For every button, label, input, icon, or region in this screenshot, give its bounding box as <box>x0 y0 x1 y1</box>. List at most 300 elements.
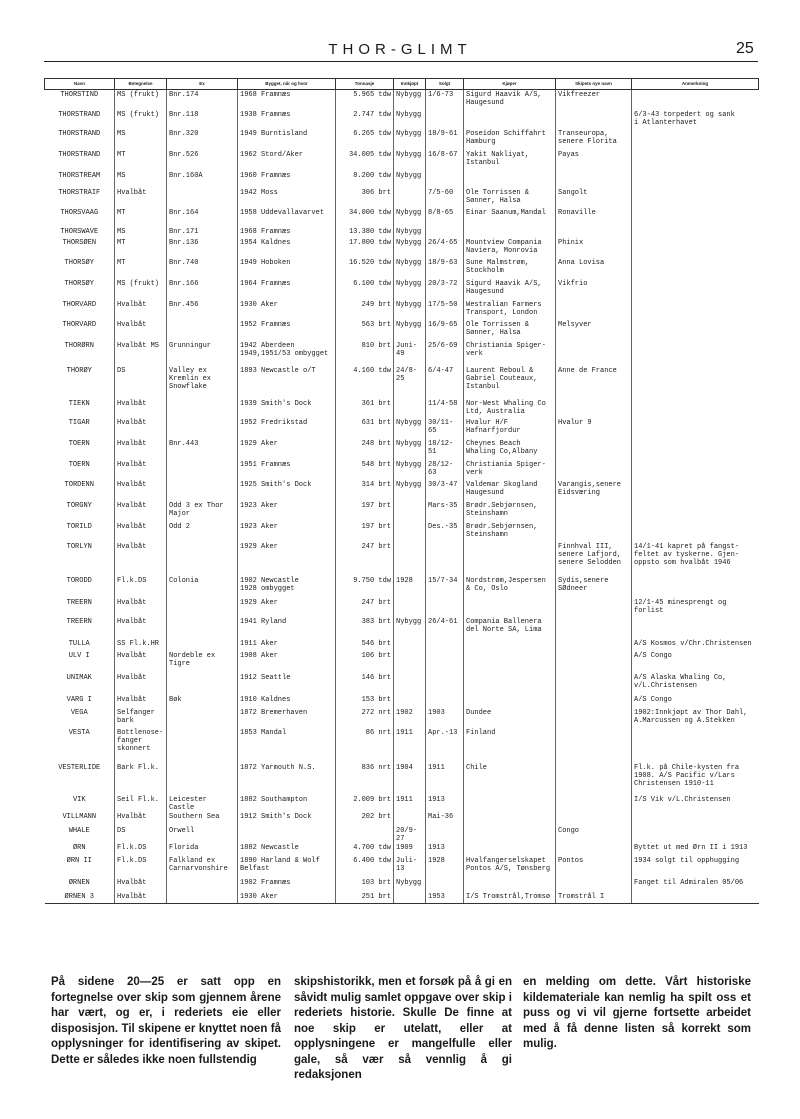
cell-buyer: Mountview Compania Naviera, Monrovia <box>464 238 556 258</box>
cell-sold: 6/4-47 <box>426 366 464 399</box>
cell-acquired: Nybygg <box>394 320 426 341</box>
cell-built: 1872 Bremerhaven <box>238 708 336 728</box>
cell-name: TORDENN <box>45 480 115 501</box>
cell-type: Seil Fl.k. <box>115 795 167 812</box>
cell-tonnage: 13.380 tdw <box>336 227 394 238</box>
cell-buyer <box>464 812 556 826</box>
cell-new-name: Tromstrål I <box>556 892 632 904</box>
cell-new-name <box>556 399 632 418</box>
cell-remarks <box>632 812 759 826</box>
cell-sold: 16/8-67 <box>426 150 464 171</box>
cell-tonnage: 146 brt <box>336 673 394 695</box>
cell-acquired: Nybygg <box>394 480 426 501</box>
cell-built: 1962 Stord/Aker <box>238 150 336 171</box>
cell-tonnage: 2.747 tdw <box>336 110 394 129</box>
table-row <box>45 501 759 522</box>
cell-tonnage: 6.400 tdw <box>336 856 394 878</box>
cell-sold <box>426 673 464 695</box>
table-row <box>45 150 759 171</box>
cell-acquired <box>394 188 426 208</box>
cell-type: Fl.k.DS <box>115 576 167 598</box>
cell-ex: Colonia <box>167 576 238 598</box>
cell-name: ØRN II <box>45 856 115 878</box>
cell-buyer: Sune Malmstrøm, Stockholm <box>464 258 556 279</box>
cell-ex: Bnr.443 <box>167 439 238 460</box>
cell-new-name: Sydis,senere SØdneer <box>556 576 632 598</box>
cell-name: THORSTRAIF <box>45 188 115 208</box>
cell-type: Hvalbåt <box>115 439 167 460</box>
cell-acquired <box>394 598 426 617</box>
cell-sold: 8/8-65 <box>426 208 464 227</box>
ship-register-table <box>44 78 759 904</box>
cell-sold: Mai-36 <box>426 812 464 826</box>
cell-built: 1902 Newcastle 1928 ombygget <box>238 576 336 598</box>
cell-name: THORØY <box>45 366 115 399</box>
cell-name: ØRNEN <box>45 878 115 892</box>
cell-remarks <box>632 129 759 150</box>
cell-built: 1939 Smith's Dock <box>238 399 336 418</box>
cell-sold <box>426 695 464 708</box>
cell-tonnage: 202 brt <box>336 812 394 826</box>
cell-built: 1941 Ryland <box>238 617 336 639</box>
cell-sold <box>426 878 464 892</box>
cell-tonnage: 34.000 tdw <box>336 208 394 227</box>
cell-buyer: Nor-West Whaling Co Ltd, Australia <box>464 399 556 418</box>
cell-ex <box>167 617 238 639</box>
table-row <box>45 673 759 695</box>
cell-buyer: Yakit Nakliyat, Istanbul <box>464 150 556 171</box>
cell-ex <box>167 763 238 795</box>
cell-name: THORØRN <box>45 341 115 366</box>
column-header-built: Bygget, når og hvor <box>238 79 336 90</box>
cell-acquired: 20/9-27 <box>394 826 426 843</box>
cell-buyer: I/S Tromstrål,Tromsø <box>464 892 556 904</box>
table-row <box>45 598 759 617</box>
cell-tonnage: 361 brt <box>336 399 394 418</box>
table-row <box>45 763 759 795</box>
cell-tonnage: 314 brt <box>336 480 394 501</box>
cell-new-name: Melsyver <box>556 320 632 341</box>
cell-name: TORILD <box>45 522 115 542</box>
cell-ex: Bnr.174 <box>167 90 238 110</box>
cell-remarks: I/S Vik v/L.Christensen <box>632 795 759 812</box>
cell-new-name <box>556 501 632 522</box>
table-row <box>45 366 759 399</box>
cell-remarks <box>632 522 759 542</box>
cell-new-name <box>556 341 632 366</box>
table-row <box>45 320 759 341</box>
cell-name: ULV I <box>45 651 115 673</box>
cell-ex: Bnr.118 <box>167 110 238 129</box>
table-row <box>45 480 759 501</box>
cell-type: Hvalbåt <box>115 812 167 826</box>
cell-built: 1929 Aker <box>238 598 336 617</box>
table-row <box>45 651 759 673</box>
cell-ex: Leicester Castle <box>167 795 238 812</box>
cell-sold: 1911 <box>426 763 464 795</box>
cell-remarks: 1934 solgt til opphugging <box>632 856 759 878</box>
cell-tonnage: 34.005 tdw <box>336 150 394 171</box>
cell-type: MS (frukt) <box>115 110 167 129</box>
cell-ex: Bnr.166 <box>167 279 238 300</box>
cell-sold: 16/9-65 <box>426 320 464 341</box>
cell-new-name <box>556 795 632 812</box>
cell-remarks <box>632 617 759 639</box>
cell-type: Hvalbåt <box>115 695 167 708</box>
cell-remarks: A/S Congo <box>632 651 759 673</box>
cell-buyer: Compania Ballenera del Norte SA, Lima <box>464 617 556 639</box>
cell-name: THORSØY <box>45 258 115 279</box>
intro-text-column-2: skipshistorikk, men et forsøk på å gi en såvidt mulig samlet oppgave over skip i rederiets historie. Skulle De finne at noe skip er utelatt, eller at opplysningene er mangelfulle eller gale, så vær så vennlig å gi redaksjonen <box>294 976 512 1081</box>
cell-buyer <box>464 695 556 708</box>
cell-ex <box>167 418 238 439</box>
cell-buyer: Sigurd Haavik A/S, Haugesund <box>464 90 556 110</box>
page-header-title: THOR-GLIMT <box>328 41 472 58</box>
cell-sold: 1928 <box>426 856 464 878</box>
cell-name: WHALE <box>45 826 115 843</box>
cell-new-name <box>556 812 632 826</box>
cell-name: THORVARD <box>45 320 115 341</box>
table-row <box>45 238 759 258</box>
table-row <box>45 795 759 812</box>
cell-built: 1911 Aker <box>238 639 336 651</box>
cell-type: SS Fl.k.HR <box>115 639 167 651</box>
cell-remarks <box>632 150 759 171</box>
table-row <box>45 542 759 576</box>
cell-new-name <box>556 110 632 129</box>
table-row <box>45 708 759 728</box>
cell-acquired: 1902 <box>394 708 426 728</box>
cell-new-name: Anne de France <box>556 366 632 399</box>
cell-remarks: A/S Alaska Whaling Co, v/L.Christensen <box>632 673 759 695</box>
cell-buyer: Hvalur H/F Hafnarfjordur <box>464 418 556 439</box>
cell-built: 1942 Aberdeen 1949,1951/53 ombygget <box>238 341 336 366</box>
cell-buyer: Westralian Farmers Transport, London <box>464 300 556 320</box>
cell-remarks <box>632 341 759 366</box>
cell-tonnage: 248 brt <box>336 439 394 460</box>
cell-built: 1968 Framnæs <box>238 227 336 238</box>
table-row <box>45 188 759 208</box>
cell-buyer: Poseidon Schiffahrt Hamburg <box>464 129 556 150</box>
cell-ex <box>167 708 238 728</box>
cell-name: THORSTRAND <box>45 150 115 171</box>
cell-new-name <box>556 227 632 238</box>
table-row <box>45 171 759 188</box>
cell-remarks: Fl.k. på Chile-kysten fra 1908. A/S Pacific v/Lars Christensen 1910-11 <box>632 763 759 795</box>
cell-type: Hvalbåt <box>115 418 167 439</box>
cell-ex: Valley ex Kremlin ex Snowflake <box>167 366 238 399</box>
table-body <box>45 90 759 904</box>
cell-sold: 30/11-65 <box>426 418 464 439</box>
cell-ex <box>167 542 238 576</box>
cell-acquired <box>394 501 426 522</box>
cell-remarks: 12/1-45 minesprengt og forlist <box>632 598 759 617</box>
cell-built: 1968 Framnæs <box>238 90 336 110</box>
cell-type: Hvalbåt <box>115 480 167 501</box>
column-header-remarks: Anmerkning <box>632 79 759 90</box>
cell-type: MS (frukt) <box>115 90 167 110</box>
cell-sold: Des.-35 <box>426 522 464 542</box>
cell-sold: 15/7-34 <box>426 576 464 598</box>
cell-built: 1952 Framnæs <box>238 320 336 341</box>
cell-buyer <box>464 171 556 188</box>
cell-acquired: 1911 <box>394 795 426 812</box>
cell-remarks <box>632 826 759 843</box>
cell-new-name <box>556 439 632 460</box>
cell-name: TREERN <box>45 598 115 617</box>
cell-new-name: Anna Lovisa <box>556 258 632 279</box>
cell-remarks <box>632 892 759 904</box>
table-row <box>45 728 759 763</box>
cell-built: 1942 Moss <box>238 188 336 208</box>
cell-tonnage: 9.750 tdw <box>336 576 394 598</box>
cell-built: 1964 Framnæs <box>238 279 336 300</box>
cell-buyer: Dundee <box>464 708 556 728</box>
cell-type: Bark Fl.k. <box>115 763 167 795</box>
cell-name: THORSVAAG <box>45 208 115 227</box>
cell-ex <box>167 320 238 341</box>
cell-new-name <box>556 460 632 480</box>
cell-name: ØRNEN 3 <box>45 892 115 904</box>
cell-new-name: Payas <box>556 150 632 171</box>
cell-remarks: Byttet ut med Ørn II i 1913 <box>632 843 759 856</box>
cell-new-name <box>556 708 632 728</box>
cell-sold: 25/6-69 <box>426 341 464 366</box>
cell-ex: Florida <box>167 843 238 856</box>
cell-name: VEGA <box>45 708 115 728</box>
cell-tonnage: 6.265 tdw <box>336 129 394 150</box>
cell-new-name <box>556 300 632 320</box>
cell-new-name: Pontos <box>556 856 632 878</box>
cell-type: Hvalbåt <box>115 651 167 673</box>
cell-tonnage: 272 nrt <box>336 708 394 728</box>
cell-type: Hvalbåt <box>115 878 167 892</box>
cell-acquired: 1928 <box>394 576 426 598</box>
cell-tonnage: 2.009 brt <box>336 795 394 812</box>
column-header-type: Betegnelse <box>115 79 167 90</box>
cell-tonnage: 4.160 tdw <box>336 366 394 399</box>
cell-acquired: 1904 <box>394 763 426 795</box>
cell-built: 1912 Seattle <box>238 673 336 695</box>
cell-ex: Southern Sea <box>167 812 238 826</box>
cell-buyer: Cheynes Beach Whaling Co,Albany <box>464 439 556 460</box>
cell-buyer <box>464 795 556 812</box>
cell-built: 1949 Burntisland <box>238 129 336 150</box>
cell-acquired <box>394 399 426 418</box>
cell-sold: 1913 <box>426 843 464 856</box>
cell-built <box>238 826 336 843</box>
cell-name: TOERN <box>45 439 115 460</box>
column-header-name: Navn <box>45 79 115 90</box>
cell-tonnage: 17.800 tdw <box>336 238 394 258</box>
cell-ex: Bnr.320 <box>167 129 238 150</box>
cell-type: MS <box>115 171 167 188</box>
table-row <box>45 576 759 598</box>
cell-new-name: Varangis,senere Eidsværing <box>556 480 632 501</box>
cell-remarks <box>632 728 759 763</box>
cell-remarks <box>632 439 759 460</box>
cell-built: 1902 Framnæs <box>238 878 336 892</box>
cell-sold: 18/9-61 <box>426 129 464 150</box>
cell-remarks <box>632 460 759 480</box>
cell-type: Hvalbåt <box>115 673 167 695</box>
cell-new-name <box>556 522 632 542</box>
cell-built: 1958 Uddevallavarvet <box>238 208 336 227</box>
intro-text-column-3: en melding om dette. Vårt historiske kildemateriale kan nemlig ha spilt oss et puss og vi vil gjerne fortsette arbeidet med å få denne listen så korrekt som mulig. <box>523 976 751 1050</box>
cell-new-name <box>556 843 632 856</box>
cell-name: THORSTRAND <box>45 129 115 150</box>
cell-sold <box>426 542 464 576</box>
cell-type: Hvalbåt MS <box>115 341 167 366</box>
cell-new-name <box>556 171 632 188</box>
cell-built: 1930 Aker <box>238 300 336 320</box>
cell-acquired: Nybygg <box>394 258 426 279</box>
cell-sold: 1913 <box>426 795 464 812</box>
cell-sold: 18/9-63 <box>426 258 464 279</box>
cell-type: Hvalbåt <box>115 542 167 576</box>
cell-acquired: Nybygg <box>394 878 426 892</box>
cell-type: Bottlenose- fanger skonnert <box>115 728 167 763</box>
cell-remarks: 14/1-41 kapret på fangst- feltet av tyskerne. Gjen- oppsto som hvalbåt 1946 <box>632 542 759 576</box>
cell-name: UNIMAK <box>45 673 115 695</box>
table-row <box>45 341 759 366</box>
cell-built: 1925 Smith's Dock <box>238 480 336 501</box>
cell-name: THORSTREAM <box>45 171 115 188</box>
cell-remarks <box>632 320 759 341</box>
cell-sold: 7/5-60 <box>426 188 464 208</box>
cell-remarks <box>632 300 759 320</box>
cell-sold: Mars-35 <box>426 501 464 522</box>
cell-remarks <box>632 501 759 522</box>
table-row <box>45 812 759 826</box>
cell-remarks <box>632 171 759 188</box>
cell-remarks <box>632 279 759 300</box>
header-rule <box>44 61 758 62</box>
table-row <box>45 695 759 708</box>
cell-tonnage: 631 brt <box>336 418 394 439</box>
column-header-ex: Ex <box>167 79 238 90</box>
table-header-row <box>45 79 759 90</box>
cell-new-name: Hvalur 9 <box>556 418 632 439</box>
cell-name: VIK <box>45 795 115 812</box>
cell-built: 1960 Framnæs <box>238 171 336 188</box>
cell-sold: 26/4-61 <box>426 617 464 639</box>
cell-acquired: Juli-13 <box>394 856 426 878</box>
intro-text-column-1: På sidene 20—25 er satt opp en fortegnelse over skip som gjennem årene har vært, og er, i rederiets eie eller disposisjon. Til skipene er knyttet noen få opplysninger for identifisering av skipet. Dette er således ikke noen fullstendig <box>51 976 281 1066</box>
cell-acquired: Juni-49 <box>394 341 426 366</box>
cell-built: 1872 Yarmouth N.S. <box>238 763 336 795</box>
cell-name: TULLA <box>45 639 115 651</box>
cell-type: MS <box>115 129 167 150</box>
cell-tonnage: 197 brt <box>336 501 394 522</box>
cell-tonnage <box>336 826 394 843</box>
cell-acquired: Nybygg <box>394 90 426 110</box>
cell-type: MT <box>115 258 167 279</box>
cell-tonnage: 103 brt <box>336 878 394 892</box>
cell-tonnage: 548 brt <box>336 460 394 480</box>
table-row <box>45 129 759 150</box>
cell-type: Fl.k.DS <box>115 856 167 878</box>
cell-buyer: Finland <box>464 728 556 763</box>
cell-tonnage: 836 nrt <box>336 763 394 795</box>
cell-built: 1929 Aker <box>238 439 336 460</box>
cell-acquired <box>394 673 426 695</box>
cell-acquired: 24/8-25 <box>394 366 426 399</box>
cell-new-name <box>556 639 632 651</box>
cell-acquired: Nybygg <box>394 238 426 258</box>
cell-sold: 26/4-65 <box>426 238 464 258</box>
cell-ex <box>167 480 238 501</box>
cell-sold <box>426 639 464 651</box>
cell-sold: 20/3-72 <box>426 279 464 300</box>
cell-new-name: Congo <box>556 826 632 843</box>
cell-name: TOERN <box>45 460 115 480</box>
cell-remarks <box>632 208 759 227</box>
cell-remarks: 1902:Innkjøpt av Thor Dahl, A.Marcussen og A.Stekken <box>632 708 759 728</box>
cell-remarks: Fanget til Admiralen 05/06 <box>632 878 759 892</box>
cell-buyer <box>464 878 556 892</box>
cell-type: Hvalbåt <box>115 188 167 208</box>
table-row <box>45 300 759 320</box>
cell-new-name <box>556 617 632 639</box>
cell-ex: Bnr.136 <box>167 238 238 258</box>
cell-acquired: 1909 <box>394 843 426 856</box>
table-row <box>45 617 759 639</box>
cell-acquired: Nybygg <box>394 418 426 439</box>
cell-sold <box>426 651 464 673</box>
table-row <box>45 439 759 460</box>
table-row <box>45 258 759 279</box>
cell-name: VARG I <box>45 695 115 708</box>
cell-buyer <box>464 651 556 673</box>
cell-type: Hvalbåt <box>115 892 167 904</box>
cell-acquired: Nybygg <box>394 227 426 238</box>
cell-remarks <box>632 418 759 439</box>
cell-tonnage: 86 nrt <box>336 728 394 763</box>
cell-acquired: Nybygg <box>394 129 426 150</box>
cell-sold <box>426 171 464 188</box>
cell-built: 1949 Hoboken <box>238 258 336 279</box>
cell-new-name: Ronaville <box>556 208 632 227</box>
cell-new-name: Finnhval III, senere Lafjord, senere Selodden <box>556 542 632 576</box>
cell-acquired: Nybygg <box>394 279 426 300</box>
cell-new-name <box>556 695 632 708</box>
cell-acquired: Nybygg <box>394 110 426 129</box>
cell-sold <box>426 227 464 238</box>
cell-new-name <box>556 598 632 617</box>
cell-tonnage: 16.520 tdw <box>336 258 394 279</box>
cell-name: VESTERLIDE <box>45 763 115 795</box>
cell-name: THORVARD <box>45 300 115 320</box>
cell-acquired <box>394 651 426 673</box>
cell-ex: Bøk <box>167 695 238 708</box>
cell-acquired <box>394 639 426 651</box>
cell-buyer <box>464 598 556 617</box>
table-row <box>45 399 759 418</box>
cell-sold <box>426 598 464 617</box>
cell-buyer <box>464 673 556 695</box>
cell-remarks <box>632 238 759 258</box>
cell-acquired: Nybygg <box>394 300 426 320</box>
cell-remarks <box>632 90 759 110</box>
cell-ex: Grunningur <box>167 341 238 366</box>
cell-buyer: Valdemar Skogland Haugesund <box>464 480 556 501</box>
cell-name: THORSØY <box>45 279 115 300</box>
cell-tonnage: 6.100 tdw <box>336 279 394 300</box>
cell-acquired: Nybygg <box>394 439 426 460</box>
cell-type: DS <box>115 826 167 843</box>
cell-name: VILLMANN <box>45 812 115 826</box>
